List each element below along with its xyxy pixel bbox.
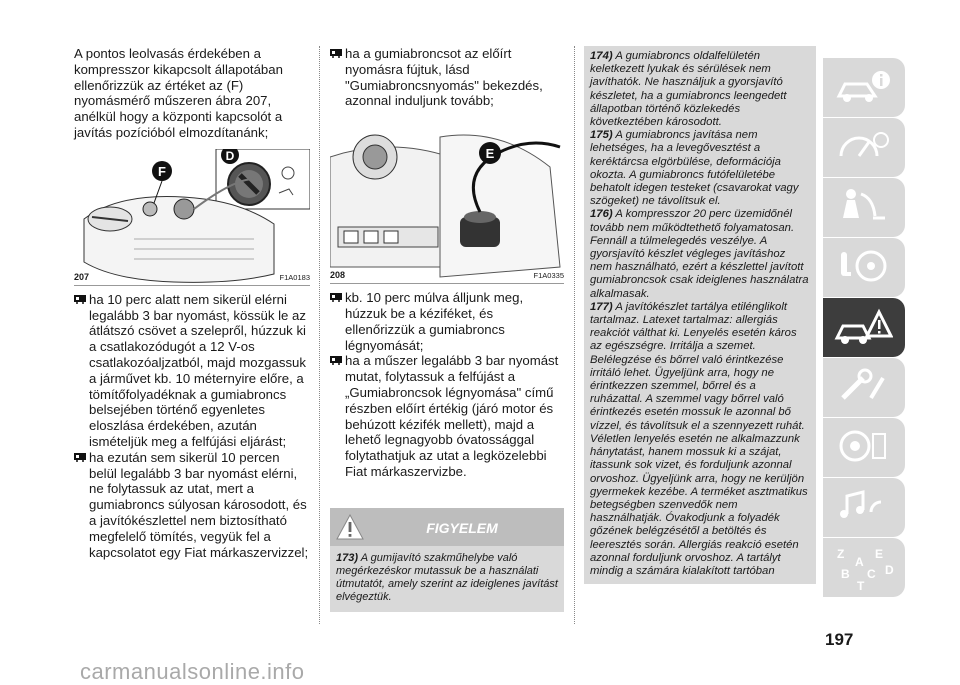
- column-divider: [319, 46, 320, 624]
- warning-number: 173): [336, 551, 359, 564]
- note-text: A javítókészlet tartálya etilénglikolt tartalmaz. Latexet tartalmaz: allergiás reakciót válthat ki. Lenyelés esetén káros az egészségre. Irritálja a szemet. Belélegzése és bőrrel való érintkezése irritáló lehet. Ügyeljünk arra, hogy ne érintkezzen szemmel, bőrrel és a ruházattal. A szemmel vagy bőrrel való érintkezés esetén mossuk le azonnal bő vízzel, és távolítsuk el a szennyezett ruhát. Véletlen lenyelés esetén ne alkalmazzunk hánytatást, hanem mossuk ki a szájat, itassunk sok vizet, és forduljunk azonnal orvoshoz. Ügyeljünk arra, hogy ne kerüljön gyermekek kezébe. A terméket asztmatikus betegségben szenvedők nem használhatják. Óvakodjunk a folyadék gőzének belégzésétől a betöltés és leeresztés során. Allergiás reakció esetén azonnal forduljunk orvoshoz. A tartályt mindig a számára kialakított tartóban: [590, 300, 808, 577]
- multimedia-icon: [833, 484, 893, 530]
- bullet-item: [74, 292, 310, 450]
- emergency-car-warning-icon: [833, 304, 893, 350]
- dashboard-socket-illustration: [330, 117, 564, 283]
- car-bullet-icon: [330, 48, 342, 58]
- note-text: A gumiabroncs oldalfelületén keletkezett lyukak és sérülések nem javíthatók. Ne használjuk a gyorsjavító készletet, ha a gumiabroncs leengedett állapotban történő közlekedés következtében károsodott.: [590, 50, 787, 129]
- svg-text:C: C: [867, 567, 876, 581]
- svg-text:B: B: [841, 567, 850, 581]
- warning-heading: FIGYELEM: [426, 519, 498, 536]
- maintenance-tools-icon: [833, 364, 893, 410]
- tab-multimedia[interactable]: [823, 478, 905, 537]
- note-text: A kompresszor 20 perc üzemidőnél tovább nem működtethető folyamatosan. Fennáll a túlmelegedés veszélye. A gyorsjavító készlet végleges javításhoz nem használható, ezért a készlettel javított gumiabroncsok csak ideiglenes használatra alkalmasak.: [590, 208, 809, 300]
- note-number: 175): [590, 129, 613, 142]
- svg-text:A: A: [855, 555, 864, 569]
- warning-body: [330, 546, 564, 612]
- figure-number: 207: [74, 271, 90, 282]
- figure-label-f: F: [158, 163, 166, 179]
- bullet-text: ha a gumiabroncsot az előírt nyomásra fújtuk, lásd "Gumiabroncsnyomás" bekezdés, azonnal induljunk tovább;: [345, 46, 543, 109]
- bullet-item: [330, 46, 564, 109]
- chapter-sidebar: [823, 58, 905, 598]
- warning-note: [590, 301, 810, 578]
- airbag-safety-icon: [833, 184, 893, 230]
- intro-paragraph: A pontos leolvasás érdekében a kompresszor kikapcsolt állapotában ellenőrizzük az értéket az (F) nyomásmérő műszeren ábra 207, anélkül hogy a központi kapcsolót a javítás pozícióból elmozdítanánk;: [74, 46, 283, 140]
- watermark: carmanualsonline.info: [80, 659, 305, 684]
- column-middle: [330, 46, 564, 612]
- warning-header: [330, 508, 564, 546]
- bullet-text: ha 10 perc alatt nem sikerül elérni legalább 3 bar nyomást, kössük le az átlátszó csövet a szelepről, húzzuk ki a csatlakozódugót a 12 V-os csatlakozóaljzatból, majd mozgassuk a járművet kb. 10 méternyire előre, a tömítőfolyadéknak a gumiabroncs belsejében történő egyenletes eloszlása érdekében, azután ismételjük meg a felfújási eljárást;: [89, 291, 306, 449]
- car-bullet-icon: [74, 452, 86, 462]
- note-text: A gumiabroncs javítása nem lehetséges, ha a levegővesztést a keréktárcsa elgörbülése, deformációja okozta. A gumiabroncs futófelületébe behatolt idegen testeket (csavarokat vagy szögeket) ne távolítsuk el.: [590, 129, 799, 208]
- car-bullet-icon: [74, 294, 86, 304]
- tab-safety[interactable]: [823, 178, 905, 237]
- warning-note: [590, 208, 810, 300]
- figure-label-d: D: [225, 148, 235, 163]
- tab-index[interactable]: [823, 538, 905, 597]
- figure-label-e: E: [485, 146, 495, 162]
- tab-technical-data[interactable]: [823, 418, 905, 477]
- svg-text:E: E: [875, 547, 884, 561]
- car-info-icon: [833, 64, 893, 110]
- tab-emergency[interactable]: [823, 298, 905, 357]
- technical-data-icon: [833, 424, 893, 470]
- column-right: [584, 46, 816, 584]
- warning-note: [590, 50, 810, 129]
- index-letters-icon: [833, 544, 903, 594]
- steering-key-icon: [833, 244, 893, 290]
- svg-text:T: T: [857, 579, 865, 593]
- bullet-item: [330, 290, 564, 353]
- tab-starting-driving[interactable]: [823, 238, 905, 297]
- warning-note: [590, 129, 810, 208]
- bullet-text: ha a műszer legalább 3 bar nyomást mutat, folytassuk a felfújást a „Gumiabroncsok légnyomása" című részben előírt értékig (járó motor és behúzott kézifék mellett), majd a lehető legnagyobb óvatossággal folytathatjuk az utat a legközelebbi Fiat márkaszervizbe.: [345, 353, 559, 479]
- bullet-item: [74, 450, 310, 561]
- bullet-text: kb. 10 perc múlva álljunk meg, húzzuk be a kéziféket, és ellenőrizzük a gumiabroncs légnyomását;: [345, 290, 524, 353]
- dashboard-gauge-icon: [833, 124, 893, 170]
- page-number: 197: [825, 630, 854, 649]
- svg-text:Z: Z: [837, 547, 845, 561]
- note-number: 176): [590, 208, 613, 221]
- figure-208: [330, 117, 564, 284]
- column-left: [74, 46, 310, 560]
- column-divider: [574, 46, 575, 624]
- car-bullet-icon: [330, 355, 342, 365]
- warning-notes-box: [584, 46, 816, 584]
- tab-maintenance[interactable]: [823, 358, 905, 417]
- bullet-item: [330, 353, 564, 479]
- bullet-text: ha ezután sem sikerül 10 percen belül legalább 3 bar nyomást elérni, ne folytassuk az utat, mert a gumiabroncs súlyosan károsodott, és a javítókészlettel nem biztosítható megfelelő tömítés, vegyük fel a kapcsolatot egy Fiat márkaszervizzel;: [89, 449, 309, 560]
- figure-code: F1A0183: [279, 272, 310, 282]
- warning-text: A gumijavító szakműhelybe való megérkezéskor mutassuk be a használati útmutatót, amely szerint az ideiglenes javítást elvégeztük.: [336, 551, 558, 603]
- figure-number: 208: [330, 270, 346, 281]
- car-bullet-icon: [330, 292, 342, 302]
- note-number: 177): [590, 300, 613, 313]
- compressor-illustration: [74, 149, 310, 285]
- warning-box: [330, 508, 564, 612]
- tab-car-info[interactable]: [823, 58, 905, 117]
- tab-dashboard[interactable]: [823, 118, 905, 177]
- figure-207: [74, 149, 310, 286]
- svg-text:D: D: [885, 563, 894, 577]
- note-number: 174): [590, 50, 613, 62]
- figure-code: F1A0335: [533, 271, 564, 281]
